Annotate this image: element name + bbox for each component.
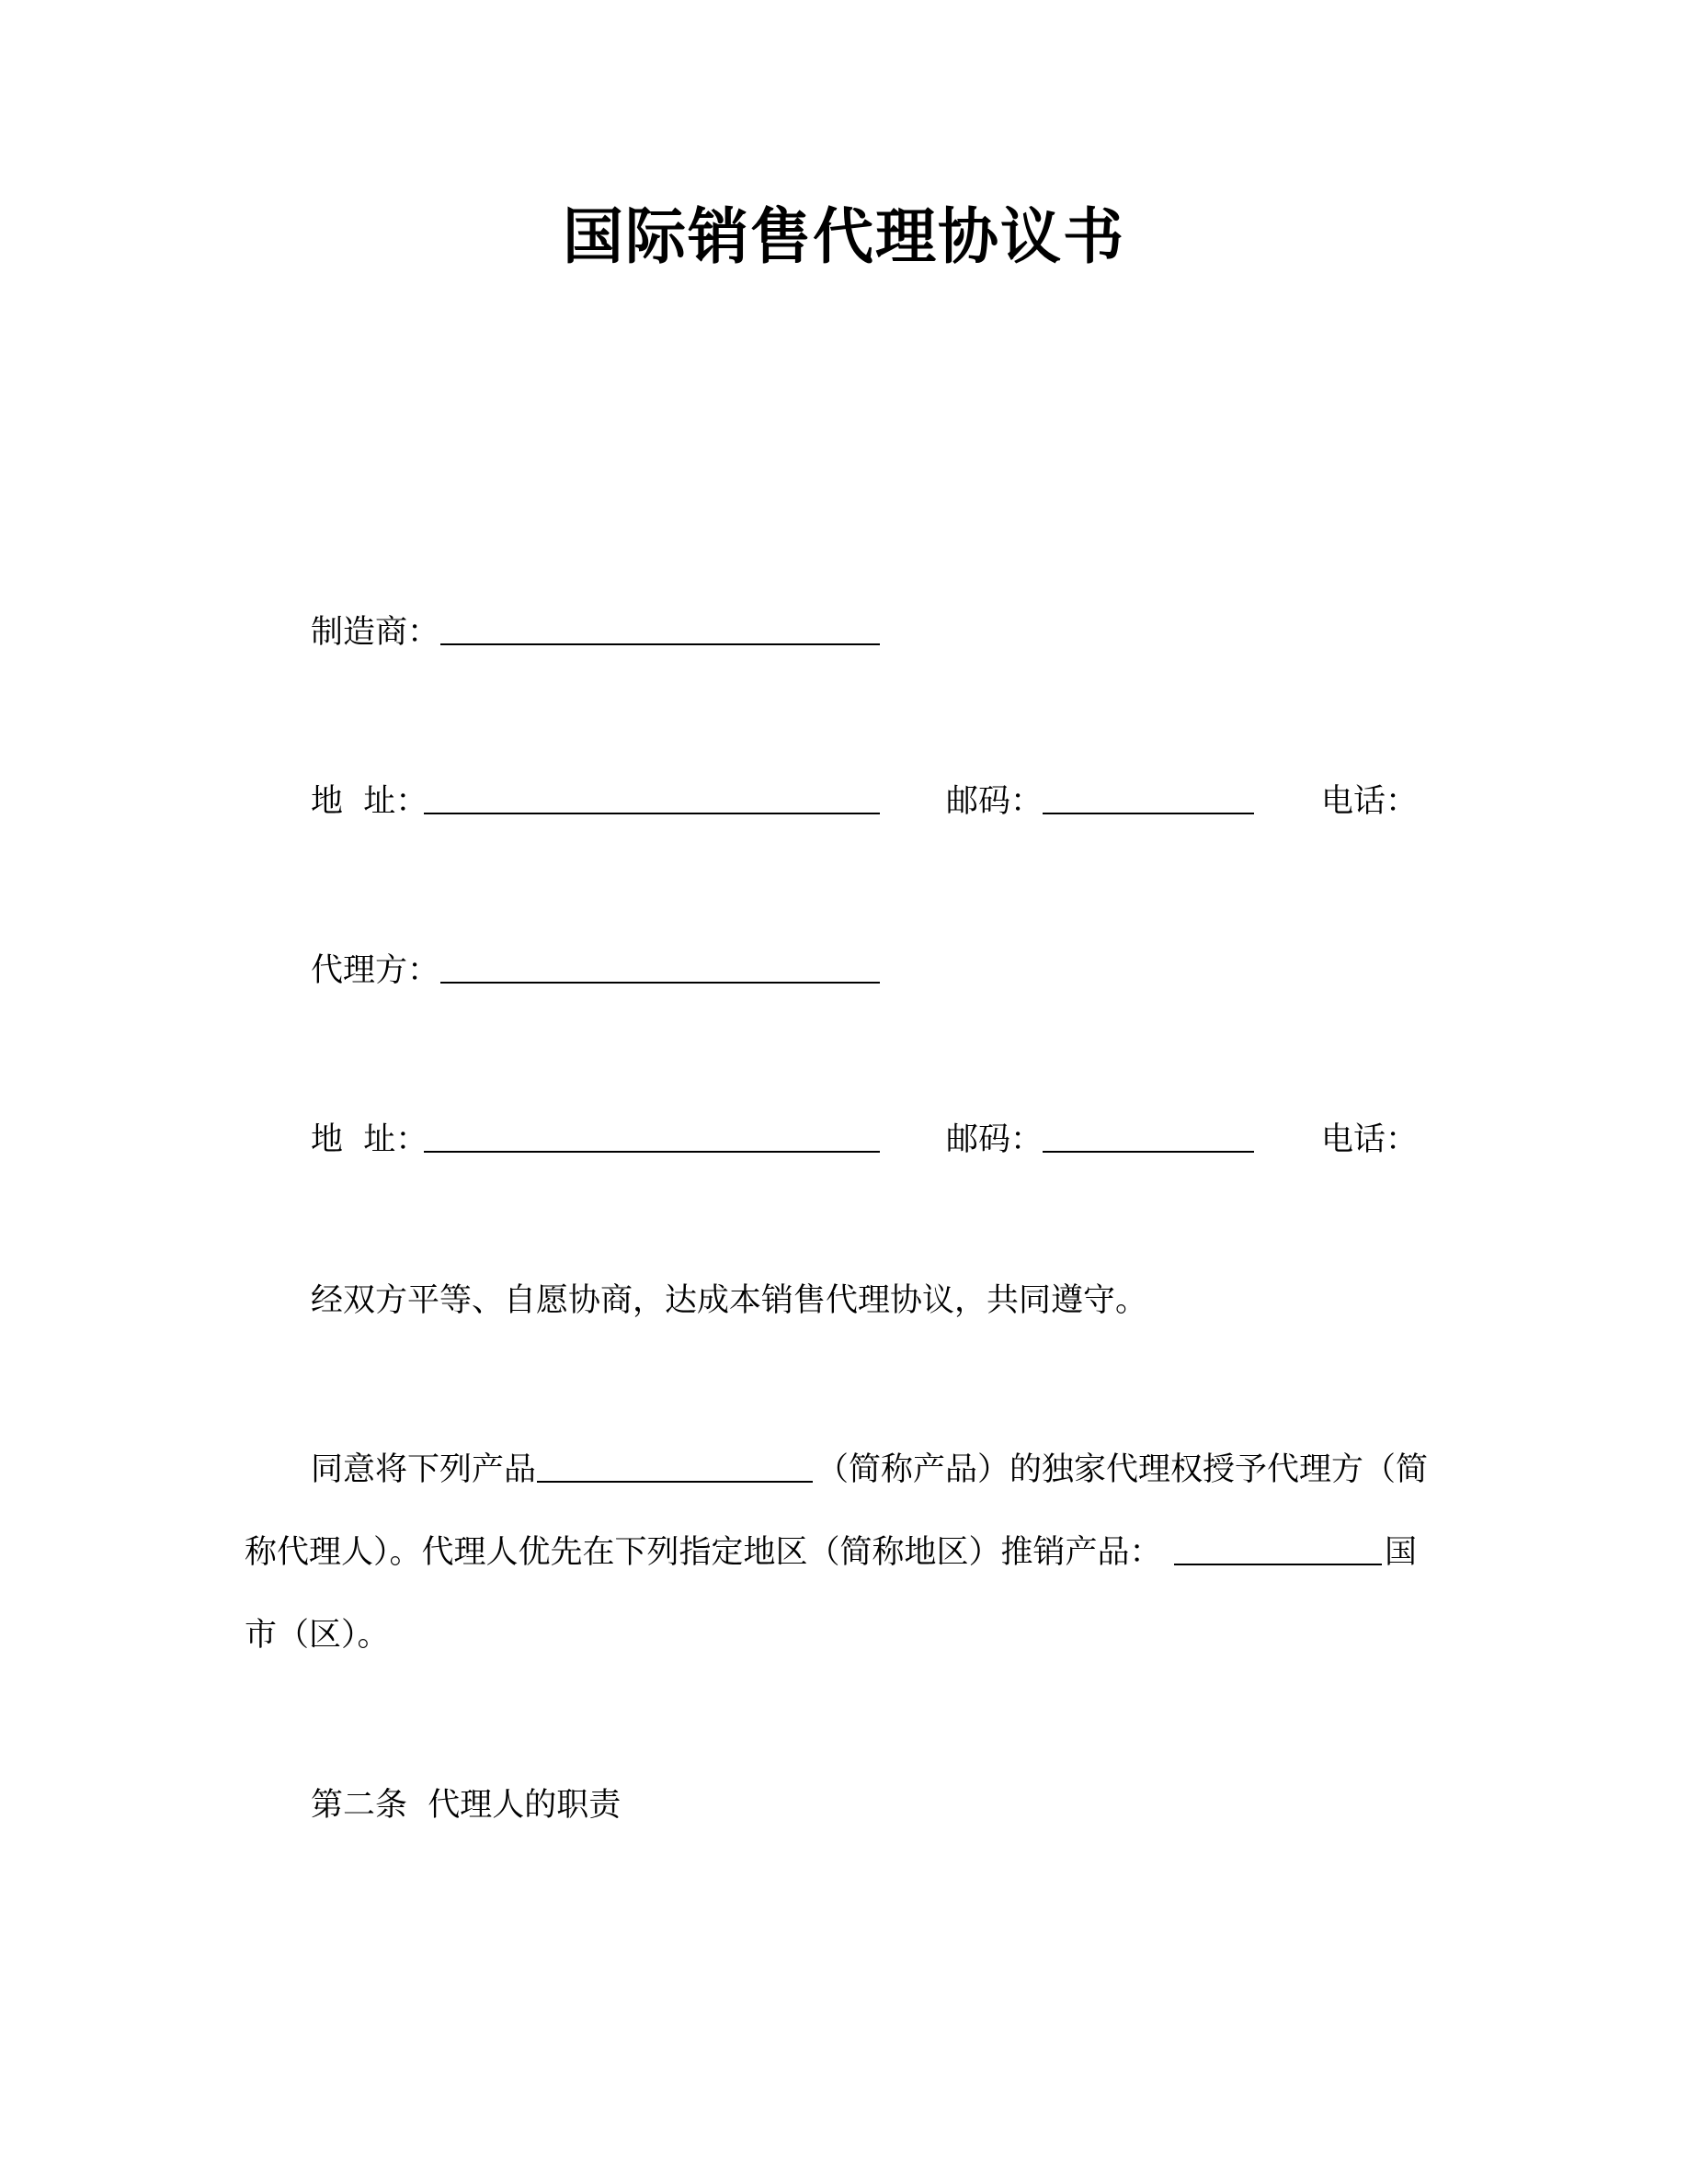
manufacturer-address-label: 地 址： xyxy=(311,783,428,820)
manufacturer-blank[interactable] xyxy=(440,643,880,645)
agent-phone-label: 电话： xyxy=(1321,1121,1419,1158)
agent-label: 代理方： xyxy=(311,952,440,989)
agent-postcode-label: 邮码： xyxy=(946,1121,1044,1158)
manufacturer-phone-label: 电话： xyxy=(1321,783,1419,820)
clause1-text-end: （简称产品）的独家代理权授予代理方（简 xyxy=(816,1451,1429,1488)
agent-address-label: 地 址： xyxy=(311,1121,428,1158)
manufacturer-label: 制造商： xyxy=(311,614,440,651)
manufacturer-postcode-label: 邮码： xyxy=(946,783,1044,820)
intro-paragraph: 经双方平等、自愿协商，达成本销售代理协议，共同遵守。 xyxy=(311,1282,1148,1319)
clause1-line3-text: 市（区）。 xyxy=(245,1617,390,1654)
agent-blank[interactable] xyxy=(440,982,880,984)
clause1-line2-text: 称代理人）。代理人优先在下列指定地区（简称地区）推销产品： xyxy=(245,1534,1162,1571)
agent-address-blank[interactable] xyxy=(424,1151,880,1153)
agent-postcode-blank[interactable] xyxy=(1043,1151,1254,1153)
manufacturer-postcode-blank[interactable] xyxy=(1043,813,1254,814)
region-country-blank[interactable] xyxy=(1174,1564,1382,1565)
clause1-country-suffix: 国 xyxy=(1385,1534,1418,1571)
clause1-text-start: 同意将下列产品 xyxy=(311,1451,537,1488)
clause2-heading: 第二条 代理人的职责 xyxy=(311,1787,622,1824)
page-title: 国际销售代理协议书 xyxy=(563,201,1125,272)
manufacturer-address-blank[interactable] xyxy=(424,813,880,814)
product-blank[interactable] xyxy=(537,1481,813,1483)
